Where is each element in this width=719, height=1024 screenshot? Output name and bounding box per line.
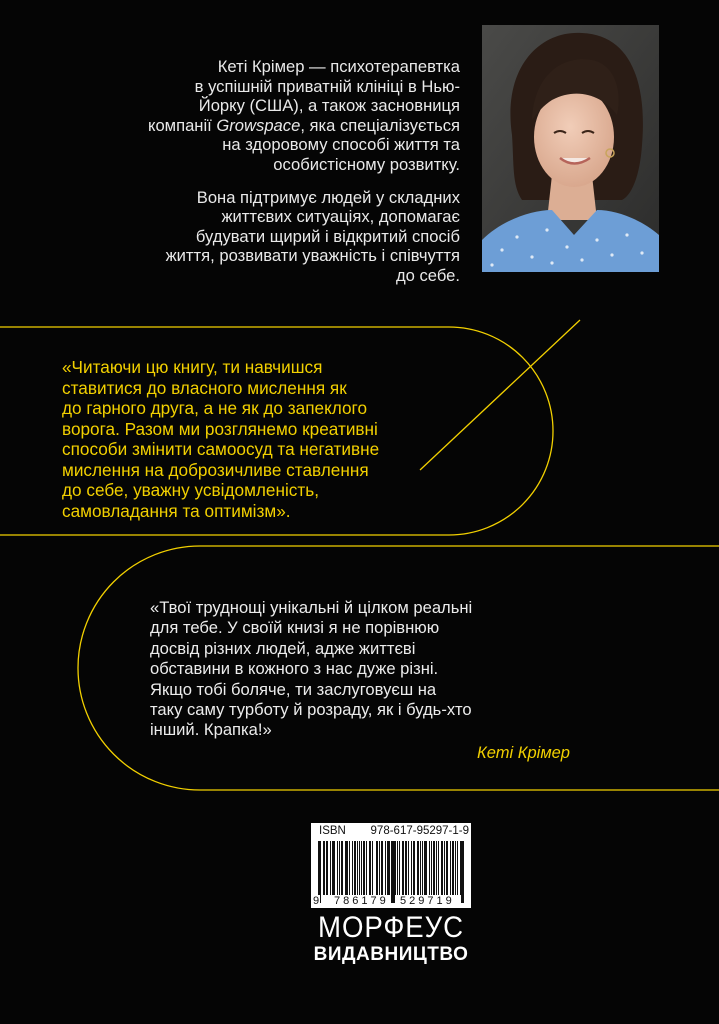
company-name: Growspace: [216, 115, 301, 135]
barcode-bar: [442, 841, 443, 895]
barcode-bar: [393, 841, 394, 903]
isbn-number: 978-617-95297-1-9: [370, 825, 469, 837]
bio-line: особистісному розвитку.: [273, 154, 460, 174]
barcode-bar: [395, 841, 396, 895]
barcode-bar: [382, 841, 383, 895]
barcode-bar: [446, 841, 447, 895]
barcode-bar: [326, 841, 327, 895]
barcode-bar: [366, 841, 367, 895]
barcode-bar: [372, 841, 373, 895]
barcode-bar: [420, 841, 421, 895]
barcode-bar: [388, 841, 389, 895]
bio-line: на здоровому способі життя та: [222, 135, 460, 155]
barcode-bar: [364, 841, 365, 895]
barcode-bar: [425, 841, 426, 895]
quote-line: самовладання та оптимізм».: [62, 500, 291, 521]
publisher-subtitle: ВИДАВНИЦТВО: [313, 944, 469, 965]
barcode-bar: [342, 841, 343, 895]
barcode-bar: [327, 841, 328, 895]
bio-line: життєвих ситуаціях, допомагає: [221, 207, 460, 227]
barcode-bar: [414, 841, 415, 895]
barcode-bar: [447, 841, 448, 895]
barcode-bar: [450, 841, 451, 895]
barcode-bar: [426, 841, 427, 895]
barcode-bar: [387, 841, 388, 895]
bio-paragraph-1: [90, 57, 460, 175]
publisher-logo: МОРФЕУС: [318, 911, 464, 944]
quote-line: «Читаючи цю книгу, ти навчишся: [62, 357, 323, 377]
barcode-bar: [332, 841, 333, 895]
quote-line: досвід різних людей, адже життєві: [150, 638, 416, 658]
barcode-bar: [334, 841, 335, 895]
bio-line: Вона підтримує людей у складних: [196, 187, 460, 207]
barcode-bar: [349, 841, 350, 895]
barcode-bar: [341, 841, 342, 895]
barcode-bar: [355, 841, 356, 895]
barcode-bar: [354, 841, 355, 895]
barcode-bar: [444, 841, 445, 895]
quote-excerpt: [62, 357, 482, 521]
barcode-bar: [455, 841, 456, 895]
barcode-bar: [453, 841, 454, 895]
barcode-bar: [377, 841, 378, 895]
barcode-bar: [352, 841, 353, 895]
barcode-bar: [436, 841, 437, 895]
barcode-bar: [369, 841, 370, 895]
barcode-bar: [333, 841, 334, 895]
barcode-bar: [408, 841, 409, 895]
barcode-bar: [370, 841, 371, 895]
quote-line: таку саму турботу й розраду, як і будь-хто: [150, 700, 472, 720]
barcode-digits-left: 786179: [334, 895, 389, 907]
barcode-bar: [363, 841, 364, 895]
barcode-bar: [346, 841, 347, 895]
quote-line: Якщо тобі боляче, ти заслуговуєш на: [150, 679, 437, 699]
bio-line: до себе.: [395, 265, 460, 285]
barcode-bar: [461, 841, 462, 903]
bio-line: життя, розвивати уважність і співчуття: [165, 246, 460, 266]
barcode-bar: [381, 841, 382, 895]
barcode-bar: [379, 841, 380, 895]
barcode-bar: [413, 841, 414, 895]
quote-line: ставитися до власного мислення як: [62, 377, 347, 398]
barcode-bar: [323, 841, 324, 895]
barcode-bar: [463, 841, 464, 903]
bio-line: в успішній приватній клініці в Нью-: [194, 76, 460, 96]
barcode-bar: [318, 841, 319, 903]
bio-line: , яка спеціалізується: [300, 115, 460, 135]
barcode-bar: [337, 841, 338, 895]
barcode-bar: [357, 841, 358, 895]
barcode-bar: [402, 841, 403, 895]
barcode-bar: [417, 841, 418, 895]
isbn-label-row: [319, 825, 469, 837]
quote-line: «Твої труднощі унікальні й цілком реальні: [150, 598, 473, 617]
quote-line: способи змінити самоосуд та негативне: [62, 439, 380, 459]
quote-line: ворога. Разом ми розглянемо креативні: [62, 418, 378, 439]
bio-line: Кеті Крімер — психотерапевтка: [217, 57, 460, 76]
barcode-bar: [399, 841, 400, 895]
barcode-bar: [431, 841, 432, 895]
barcode-bar: [403, 841, 404, 895]
barcode-bar: [434, 841, 435, 895]
barcode-bars: [318, 841, 464, 903]
quote-line: до себе, уважну усвідомленість,: [62, 480, 319, 500]
barcode-bar: [452, 841, 453, 895]
barcode-bar: [389, 841, 390, 895]
barcode-bar: [406, 841, 407, 895]
barcode-digit-first: 9: [313, 895, 320, 907]
barcode-bar: [324, 841, 325, 895]
quote-line: інший. Крапка!»: [150, 720, 272, 740]
barcode-digits-right: 529719: [400, 895, 455, 907]
barcode-bar: [345, 841, 346, 895]
quote-line: для тебе. У своїй книзі я не порівнюю: [150, 618, 440, 638]
barcode-bar: [424, 841, 425, 895]
bio-line: Йорку (США), а також засновниця: [198, 96, 460, 116]
barcode-bar: [462, 841, 463, 903]
barcode-bar: [397, 841, 398, 895]
barcode-bar: [394, 841, 395, 903]
bio-line: компанії: [148, 115, 217, 135]
barcode-bar: [438, 841, 439, 895]
barcode-bar: [330, 841, 331, 895]
barcode-bar: [405, 841, 406, 895]
isbn-label: ISBN: [319, 825, 346, 837]
barcode-bar: [460, 841, 461, 895]
bio-paragraph-2: [90, 188, 460, 286]
barcode-bar: [429, 841, 430, 895]
bio-line: будувати щирий і відкритий спосіб: [195, 226, 460, 246]
barcode-bar: [361, 841, 362, 895]
barcode-bar: [339, 841, 340, 895]
isbn-barcode: [311, 823, 471, 908]
barcode-bar: [441, 841, 442, 895]
barcode-bar: [411, 841, 412, 895]
barcode-bar: [347, 841, 348, 895]
quote-line: мислення на доброзичливе ставлення: [62, 459, 369, 480]
barcode-bar: [422, 841, 423, 895]
author-photo: [482, 25, 659, 272]
barcode-bar: [457, 841, 458, 895]
quote-line: обставини в кожного з нас дуже різні.: [150, 659, 439, 679]
author-quote: [150, 598, 580, 741]
author-bio: [90, 57, 460, 299]
barcode-bar: [320, 841, 321, 903]
quote-signature: Кеті Крімер: [477, 744, 570, 762]
barcode-bar: [319, 841, 320, 903]
barcode-digits: [311, 895, 471, 907]
barcode-bar: [391, 841, 392, 903]
barcode-bar: [433, 841, 434, 895]
barcode-bar: [376, 841, 377, 895]
barcode-bar: [418, 841, 419, 895]
barcode-bar: [392, 841, 393, 903]
barcode-bar: [359, 841, 360, 895]
barcode-bar: [385, 841, 386, 895]
quote-line: до гарного друга, а не як до запеклого: [62, 398, 368, 418]
